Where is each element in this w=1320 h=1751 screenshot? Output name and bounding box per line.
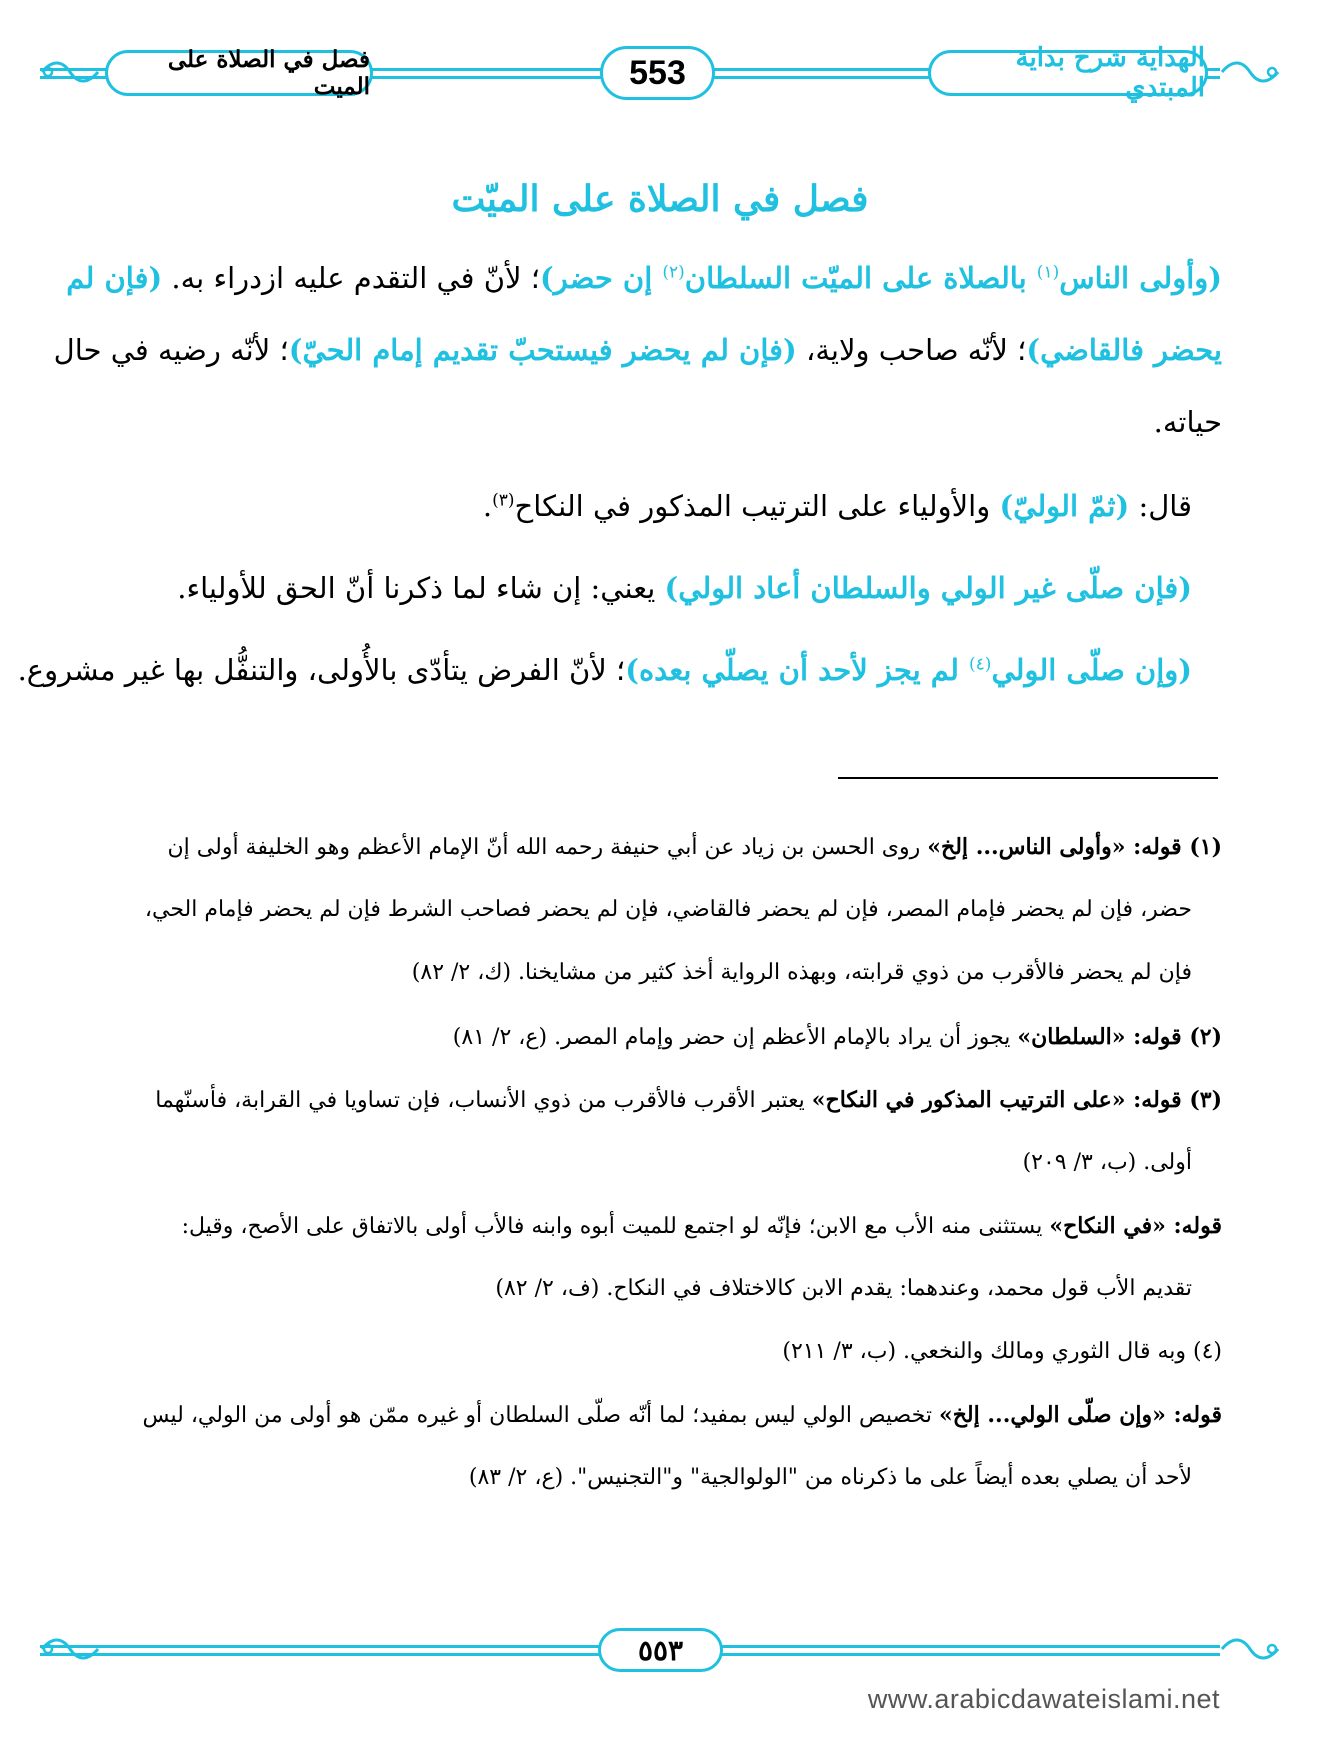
header-chapter-title: فصل في الصلاة على الميت	[105, 50, 373, 96]
matn-text: (فإن لم يحضر فيستحبّ تقديم إمام الحيّ)	[288, 333, 797, 367]
commentary-text: قال:	[1129, 489, 1192, 523]
footer-page-number: ٥٥٣	[598, 1628, 723, 1672]
footnote-text: لأحد أن يصلي بعده أيضاً على ما ذكرناه من "الولوالجية" و"التجنيس". (ع، ٢/ ٨٣)	[468, 1465, 1192, 1490]
footnote-divider	[838, 777, 1218, 779]
paragraph-1-line-2	[53, 320, 1222, 380]
commentary-text: يعني: إن شاء لما ذكرنا أنّ الحق للأولياء.	[177, 571, 665, 605]
footnote-text: روى الحسن بن زياد عن أبي حنيفة رحمه الله أنّ الإمام الأعظم وهو الخليفة أولى إن	[167, 835, 928, 860]
matn-text: يحضر فالقاضي)	[1026, 333, 1222, 367]
footnote-label: (١) قوله: «وأولى الناس... إلخ»	[927, 834, 1222, 860]
section-title: فصل في الصلاة على الميّت	[451, 178, 869, 220]
footnote-text: فإن لم يحضر فالأقرب من ذوي قرابته، وبهذه الرواية أخذ كثير من مشايخنا. (ك، ٢/ ٨٢)	[411, 960, 1192, 985]
matn-text: (ثمّ الوليّ)	[999, 489, 1130, 523]
footnote-3-line-1	[100, 1075, 1222, 1125]
footnote-text: يجوز أن يراد بالإمام الأعظم إن حضر وإمام المصر. (ع، ٢/ ٨١)	[452, 1025, 1018, 1050]
footnote-ref[interactable]: (١)	[1036, 262, 1060, 283]
commentary-text: والأولياء على الترتيب المذكور في النكاح	[514, 489, 1000, 523]
matn-text: (وإن صلّى الولي	[991, 653, 1192, 687]
footnote-1-line-2	[100, 885, 1192, 935]
footnote-3-line-2	[100, 1138, 1192, 1188]
matn-text: إن حضر)	[540, 261, 663, 295]
matn-text: بالصلاة على الميّت السلطان	[684, 261, 1037, 295]
commentary-text: ؛ لأنّ الفرض يتأدّى بالأُولى، والتنفُّل بها غير مشروع.	[17, 653, 626, 687]
main-text	[17, 248, 1222, 718]
website-url[interactable]: www.arabicdawateislami.net	[867, 1684, 1220, 1714]
commentary-text: ؛ لأنّه صاحب ولاية،	[796, 333, 1027, 367]
footnote-4b-line-2	[100, 1453, 1192, 1503]
footnote-ref[interactable]: (٤)	[969, 654, 992, 675]
footnote-1-line-1	[100, 822, 1222, 872]
paragraph-2	[70, 476, 1192, 536]
right-ornament-icon	[1220, 58, 1280, 86]
footnote-1-line-3	[100, 948, 1192, 998]
footnote-text: تخصيص الولي ليس بمفيد؛ لما أنّه صلّى السلطان أو غيره ممّن هو أولى من الولي، ليس	[142, 1403, 939, 1428]
commentary-text: ؛ لأنّ في التقدم عليه ازدراء به.	[162, 261, 540, 295]
commentary-text: ؛ لأنّه رضيه في حال	[53, 333, 289, 367]
footnote-4b-line-1	[100, 1390, 1222, 1440]
paragraph-4	[17, 640, 1192, 700]
paragraph-3	[70, 558, 1192, 618]
footnote-2	[100, 1012, 1222, 1062]
matn-text: (فإن لم	[66, 261, 163, 295]
footnote-text: حضر، فإن لم يحضر فإمام المصر، فإن لم يحضر فالقاضي، فإن لم يحضر فصاحب الشرط فإن لم يحضر فإمام الحي،	[144, 897, 1192, 922]
footnote-label: (٢) قوله: «السلطان»	[1017, 1024, 1222, 1050]
footnote-text: (٤) وبه قال الثوري ومالك والنخعي. (ب، ٣/ ٢١١)	[782, 1339, 1222, 1364]
footnote-ref[interactable]: (٢)	[662, 262, 685, 283]
footnote-4	[100, 1327, 1222, 1377]
footer-left-ornament-icon	[40, 1635, 100, 1663]
footnote-3b-line-2	[100, 1264, 1192, 1314]
footnote-label: قوله: «وإن صلّى الولي... إلخ»	[938, 1402, 1222, 1428]
footnote-text: يعتبر الأقرب فالأقرب من ذوي الأنساب، فإن تساويا في القرابة، فأسنّهما	[155, 1088, 812, 1113]
punctuation: .	[482, 489, 493, 523]
paragraph-1-line-3	[100, 392, 1222, 452]
footnote-text: يستثنى منه الأب مع الابن؛ فإنّه لو اجتمع للميت أبوه وابنه فالأب أولى بالاتفاق على الأصح، وقيل:	[181, 1214, 1050, 1239]
commentary-text: حياته.	[1153, 405, 1222, 439]
footnote-ref[interactable]: (٣)	[492, 490, 515, 511]
footnote-label: قوله: «في النكاح»	[1049, 1213, 1222, 1239]
footer-right-ornament-icon	[1220, 1635, 1280, 1663]
footnote-label: (٣) قوله: «على الترتيب المذكور في النكاح»	[811, 1087, 1222, 1113]
footnote-text: أولى. (ب، ٣/ ٢٠٩)	[1022, 1150, 1192, 1175]
matn-text: (فإن صلّى غير الولي والسلطان أعاد الولي)	[664, 571, 1192, 605]
left-ornament-icon	[40, 58, 100, 86]
matn-text: لم يجز لأحد أن يصلّي بعده)	[625, 653, 970, 687]
footnote-3b-line-1	[100, 1201, 1222, 1251]
matn-text: (وأولى الناس	[1059, 261, 1222, 295]
paragraph-1-line-1	[66, 248, 1222, 308]
footnote-text: تقديم الأب قول محمد، وعندهما: يقدم الابن كالاختلاف في النكاح. (ف، ٢/ ٨٢)	[495, 1276, 1192, 1301]
header-page-number: 553	[600, 46, 715, 100]
header-book-title: الهداية شرح بداية المبتدي	[928, 50, 1208, 96]
